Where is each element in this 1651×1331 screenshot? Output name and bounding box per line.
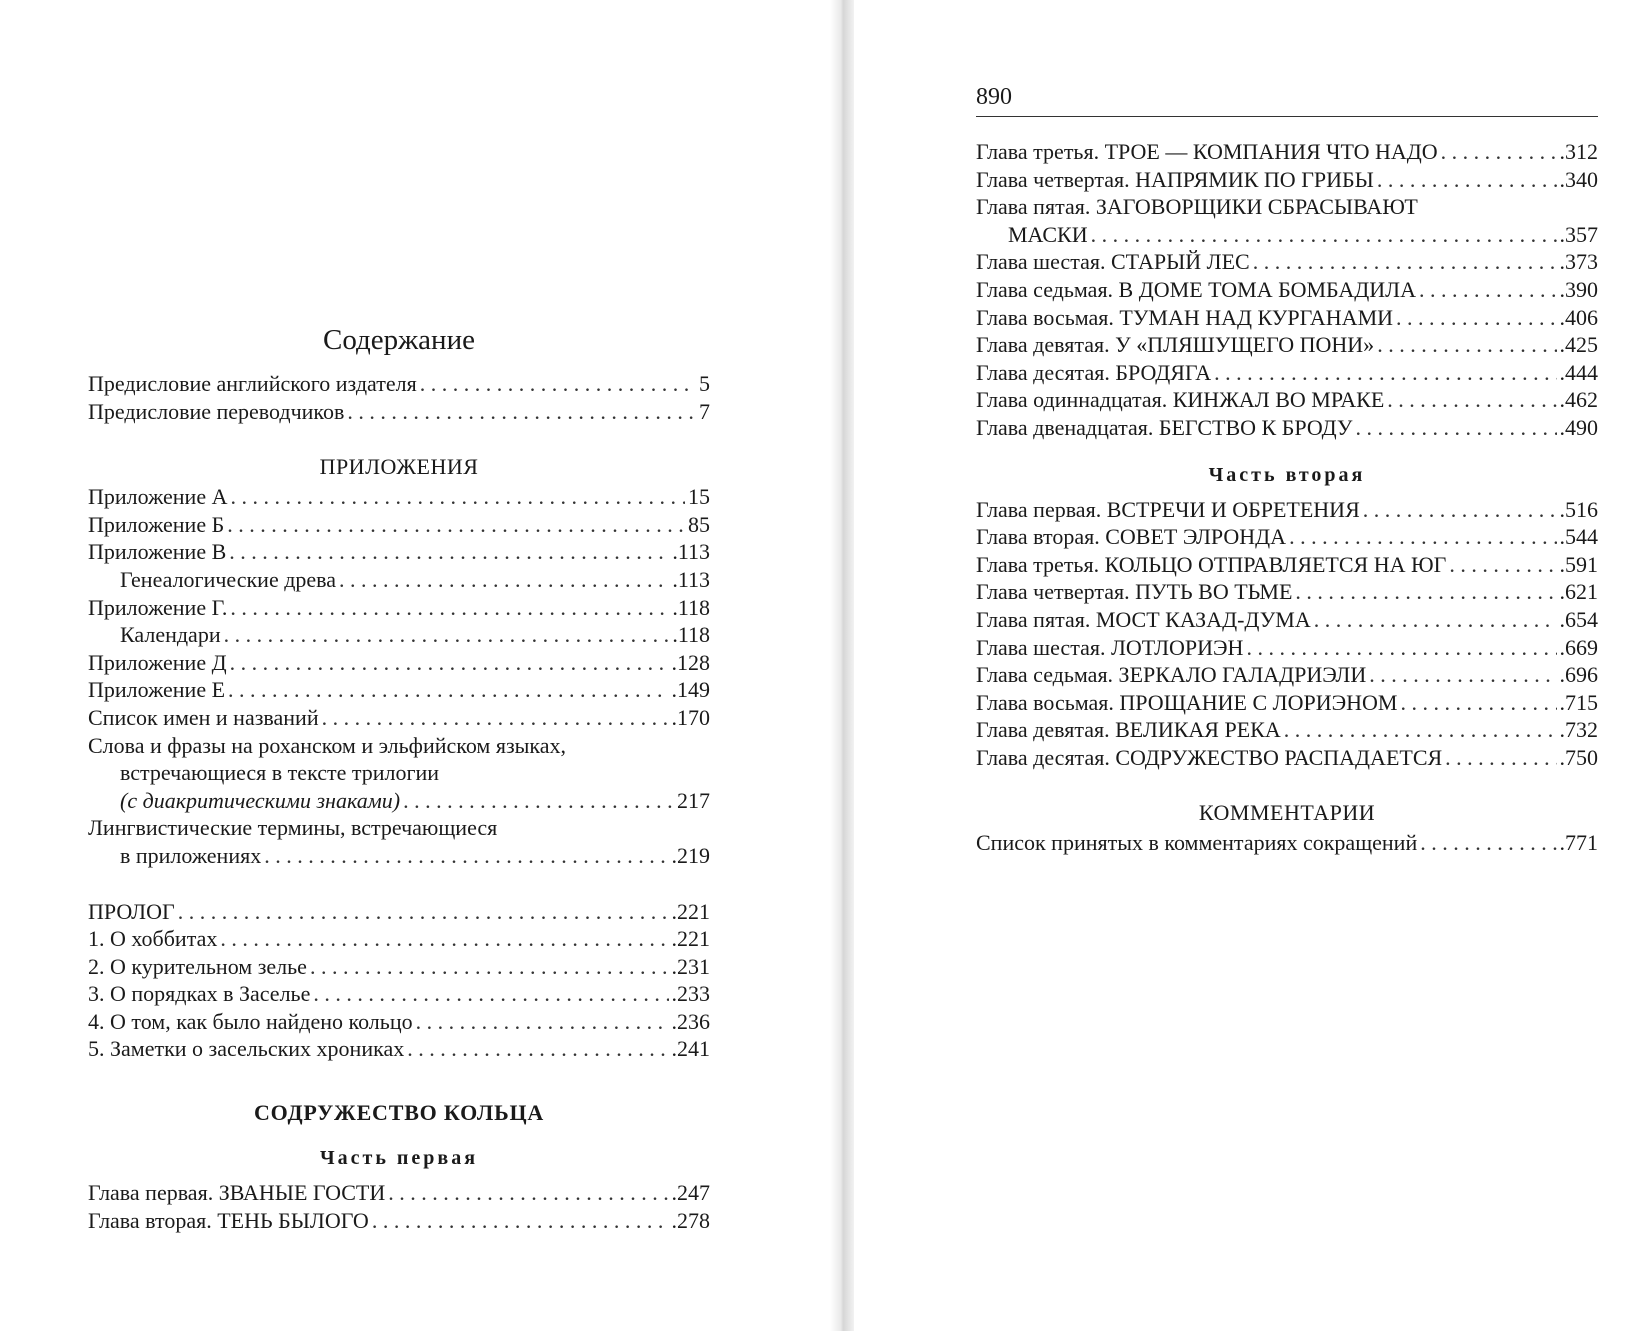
- entry-page: .247: [671, 1180, 710, 1206]
- entry-label: Глава восьмая. ПРОЩАНИЕ С ЛОРИЭНОМ: [976, 689, 1398, 715]
- entry-page: .390: [1559, 276, 1598, 302]
- dot-leader: [1441, 138, 1557, 166]
- dot-leader: [407, 1035, 668, 1063]
- entry-page: .516: [1559, 496, 1598, 522]
- entry-page: .219: [671, 842, 710, 868]
- dot-leader: [1396, 304, 1556, 332]
- entry-page: .654: [1559, 606, 1598, 632]
- toc-subentry[interactable]: [88, 566, 710, 594]
- entry-page: .118: [672, 622, 710, 648]
- entry-page: .544: [1559, 524, 1598, 550]
- dot-leader: [322, 704, 669, 732]
- entry-label: Список имен и названий: [88, 704, 319, 730]
- toc-entry[interactable]: [88, 1035, 710, 1063]
- part-title: Часть вторая: [1208, 463, 1366, 486]
- toc-entry[interactable]: [976, 496, 1598, 524]
- entry-page: .113: [672, 539, 710, 565]
- dot-leader: [1314, 606, 1557, 634]
- entry-page: 15: [688, 484, 710, 510]
- toc-entry[interactable]: [88, 511, 710, 539]
- part1-list: [88, 1179, 710, 1234]
- dot-leader: [1387, 386, 1556, 414]
- dot-leader: [228, 676, 668, 704]
- section-spacer: [88, 870, 710, 898]
- toc-entry[interactable]: [88, 649, 710, 677]
- dot-leader: [1420, 829, 1556, 857]
- dot-leader: [1369, 661, 1556, 689]
- toc-entry[interactable]: [88, 1179, 710, 1207]
- entry-label: Глава пятая. МОСТ КАЗАД-ДУМА: [976, 606, 1311, 632]
- entry-label: Глава четвертая. ПУТЬ ВО ТЬМЕ: [976, 579, 1293, 605]
- toc-entry[interactable]: [976, 414, 1598, 442]
- dot-leader: [230, 649, 669, 677]
- entry-page: .340: [1559, 166, 1598, 192]
- dot-leader: [1377, 166, 1557, 194]
- toc-entry[interactable]: [976, 578, 1598, 606]
- entry-label: Глава шестая. СТАРЫЙ ЛЕС: [976, 249, 1250, 275]
- book-title: СОДРУЖЕСТВО КОЛЬЦА: [253, 1100, 545, 1126]
- dot-leader: [1214, 359, 1556, 387]
- dot-leader: [1355, 414, 1556, 442]
- toc-entry[interactable]: [976, 359, 1598, 387]
- dot-leader: [178, 898, 669, 926]
- part-title: Часть первая: [319, 1147, 479, 1170]
- toc-entry[interactable]: [976, 386, 1598, 414]
- entry-label: 2. О курительном зелье: [88, 953, 307, 979]
- entry-label: Генеалогические древа: [120, 566, 337, 592]
- dot-leader: [229, 538, 669, 566]
- dot-leader: [1253, 248, 1557, 276]
- toc-entry[interactable]: [976, 166, 1598, 194]
- entry-label: Глава восьмая. ТУМАН НАД КУРГАНАМИ: [976, 304, 1394, 330]
- entry-label: Глава первая. ЗВАНЫЕ ГОСТИ: [88, 1180, 386, 1206]
- entry-page: .771: [1559, 830, 1598, 856]
- toc-entry[interactable]: [88, 953, 710, 981]
- part1-list-continued: [976, 138, 1598, 442]
- entry-label-line: Лингвистические термины, встречающиеся: [88, 815, 498, 841]
- entry-label: Глава девятая. ВЕЛИКАЯ РЕКА: [976, 717, 1281, 743]
- entry-label: Глава шестая. ЛОТЛОРИЭН: [976, 634, 1244, 660]
- entry-label: Глава седьмая. В ДОМЕ ТОМА БОМБАДИЛА: [976, 276, 1416, 302]
- entry-page: .621: [1559, 579, 1598, 605]
- dot-leader: [1246, 634, 1556, 662]
- page-number: 890: [976, 82, 1598, 117]
- toc-left: [88, 320, 710, 1234]
- dot-leader: [1445, 744, 1556, 772]
- entry-page: .406: [1559, 304, 1598, 330]
- dot-leader: [1289, 523, 1556, 551]
- part2-list: [976, 496, 1598, 772]
- entry-label: Приложение Е: [88, 677, 226, 703]
- dot-leader: [388, 1179, 668, 1207]
- entry-page: .231: [671, 953, 710, 979]
- dot-leader: [1377, 331, 1556, 359]
- entry-label: Глава третья. КОЛЬЦО ОТПРАВЛЯЕТСЯ НА ЮГ: [976, 551, 1447, 577]
- entry-page: 7: [699, 398, 710, 424]
- entry-label: Календари: [120, 622, 221, 648]
- dot-leader: [372, 1207, 669, 1235]
- toc-multiline-entry[interactable]: [976, 193, 1598, 248]
- dot-leader: [1284, 716, 1557, 744]
- toc-entry[interactable]: [88, 925, 710, 953]
- entry-label: 5. Заметки о засельских хрониках: [88, 1036, 405, 1062]
- entry-label: Предисловие переводчиков: [88, 398, 345, 424]
- entry-page: .715: [1559, 689, 1598, 715]
- prologue-list: [88, 898, 710, 1064]
- toc-entry[interactable]: [88, 538, 710, 566]
- entry-page: .357: [1559, 221, 1598, 247]
- entry-label: Глава третья. ТРОЕ — КОМПАНИЯ ЧТО НАДО: [976, 139, 1438, 164]
- entry-page: .462: [1559, 387, 1598, 413]
- dot-leader: [1295, 578, 1556, 606]
- entry-label: 3. О порядках в Заселье: [88, 981, 311, 1007]
- entry-last-line: [88, 787, 710, 815]
- toc-entry[interactable]: [976, 744, 1598, 772]
- entry-label: Предисловие английского издателя: [88, 371, 417, 396]
- entry-label: Приложение Г.: [88, 594, 228, 620]
- toc-entry[interactable]: [976, 689, 1598, 717]
- entry-label: МАСКИ: [1008, 221, 1088, 247]
- entry-page: .696: [1559, 662, 1598, 688]
- toc-entry[interactable]: [88, 398, 710, 426]
- toc-entry[interactable]: [88, 370, 710, 398]
- entry-page: .373: [1559, 249, 1598, 275]
- toc-entry[interactable]: [88, 704, 710, 732]
- entry-page: .490: [1559, 414, 1598, 440]
- entry-page: .591: [1559, 551, 1598, 577]
- entry-page: .425: [1559, 332, 1598, 358]
- entry-label: в приложениях: [120, 842, 262, 868]
- toc-entry[interactable]: [976, 716, 1598, 744]
- entry-page: .149: [671, 677, 710, 703]
- appendices-list: [88, 483, 710, 869]
- entry-page: .732: [1559, 717, 1598, 743]
- dot-leader: [1419, 276, 1557, 304]
- entry-label: Приложение А: [88, 484, 228, 510]
- toc-entry[interactable]: [976, 248, 1598, 276]
- entry-label: Глава первая. ВСТРЕЧИ И ОБРЕТЕНИЯ: [976, 496, 1360, 522]
- entry-label-line: Слова и фразы на роханском и эльфийском языках,: [88, 732, 567, 758]
- entry-label: Глава десятая. БРОДЯГА: [976, 359, 1212, 385]
- toc-entry[interactable]: [976, 331, 1598, 359]
- toc-title: Содержание: [323, 324, 475, 356]
- dot-leader: [1400, 689, 1556, 717]
- toc-entry[interactable]: [976, 523, 1598, 551]
- dot-leader: [420, 370, 696, 398]
- entry-page: .241: [671, 1036, 710, 1062]
- entry-label: Приложение Д: [88, 649, 227, 675]
- entry-label: (с диакритическими знаками): [120, 787, 401, 813]
- toc-multiline-entry[interactable]: [88, 732, 710, 815]
- dot-leader: [339, 566, 669, 594]
- entry-label: Глава четвертая. НАПРЯМИК ПО ГРИБЫ: [976, 166, 1374, 192]
- entry-label: ПРОЛОГ: [88, 898, 175, 924]
- entry-page: .312: [1559, 139, 1598, 164]
- dot-leader: [220, 925, 668, 953]
- dot-leader: [416, 1008, 669, 1036]
- comments-heading: КОММЕНТАРИИ: [1198, 800, 1376, 826]
- entry-label: Глава седьмая. ЗЕРКАЛО ГАЛАДРИЭЛИ: [976, 662, 1367, 688]
- dot-leader: [1091, 221, 1557, 249]
- toc-entry[interactable]: [976, 606, 1598, 634]
- entry-page: .118: [672, 594, 710, 620]
- entry-page: .750: [1559, 744, 1598, 770]
- entry-page: 85: [688, 511, 710, 537]
- entry-page: .236: [671, 1008, 710, 1034]
- entry-page: .170: [671, 704, 710, 730]
- comments-list: [976, 829, 1598, 857]
- entry-label: Глава двенадцатая. БЕГСТВО К БРОДУ: [976, 414, 1353, 440]
- toc-entry[interactable]: [976, 634, 1598, 662]
- dot-leader: [230, 594, 669, 622]
- toc-entry[interactable]: [88, 1008, 710, 1036]
- toc-entry[interactable]: [88, 483, 710, 511]
- entry-page: .128: [671, 649, 710, 675]
- toc-entry[interactable]: [976, 276, 1598, 304]
- entry-page: .233: [671, 981, 710, 1007]
- entry-label-line: встречающиеся в тексте трилогии: [120, 760, 440, 786]
- entry-page: .221: [671, 898, 710, 924]
- entry-page: .444: [1559, 359, 1598, 385]
- entry-page: .113: [672, 566, 710, 592]
- toc-entry[interactable]: [88, 594, 710, 622]
- dot-leader: [224, 621, 670, 649]
- dot-leader: [1363, 496, 1557, 524]
- entry-page: 217: [677, 787, 710, 813]
- toc-entry[interactable]: [976, 661, 1598, 689]
- entry-label: Глава одиннадцатая. КИНЖАЛ ВО МРАКЕ: [976, 387, 1385, 413]
- book-gutter: [830, 0, 854, 1331]
- entry-label: 4. О том, как было найдено кольцо: [88, 1008, 413, 1034]
- dot-leader: [313, 980, 668, 1008]
- entry-label: Глава вторая. ТЕНЬ БЫЛОГО: [88, 1207, 369, 1233]
- toc-entry[interactable]: [976, 138, 1598, 166]
- entry-page: .669: [1559, 634, 1598, 660]
- dot-leader: [347, 398, 696, 426]
- front-matter-list: [88, 370, 710, 425]
- entry-label: Приложение В: [88, 539, 227, 565]
- dot-leader: [227, 511, 685, 539]
- right-page: [854, 0, 1651, 1331]
- toc-entry[interactable]: [88, 1207, 710, 1235]
- entry-label: Список принятых в комментариях сокращений: [976, 830, 1418, 856]
- entry-last-line: [976, 221, 1598, 249]
- dot-leader: [230, 483, 685, 511]
- toc-entry[interactable]: [976, 829, 1598, 857]
- entry-page: 5: [699, 371, 710, 396]
- entry-last-line: [88, 842, 710, 870]
- dot-leader: [1449, 551, 1556, 579]
- dot-leader: [264, 842, 668, 870]
- entry-page: .278: [671, 1207, 710, 1233]
- toc-entry[interactable]: [976, 304, 1598, 332]
- toc-entry[interactable]: [976, 551, 1598, 579]
- toc-entry[interactable]: [88, 676, 710, 704]
- dot-leader: [310, 953, 669, 981]
- entry-label: Глава десятая. СОДРУЖЕСТВО РАСПАДАЕТСЯ: [976, 744, 1443, 770]
- toc-entry[interactable]: [88, 980, 710, 1008]
- entry-label: Глава девятая. У «ПЛЯШУЩЕГО ПОНИ»: [976, 332, 1375, 358]
- toc-entry[interactable]: [88, 898, 710, 926]
- toc-right: [976, 138, 1598, 857]
- entry-label: 1. О хоббитах: [88, 926, 218, 952]
- toc-multiline-entry[interactable]: [88, 814, 710, 869]
- entry-page: .221: [671, 926, 710, 952]
- appendices-heading: ПРИЛОЖЕНИЯ: [319, 454, 479, 480]
- dot-leader: [403, 787, 674, 815]
- entry-label-line: Глава пятая. ЗАГОВОРЩИКИ СБРАСЫВАЮТ: [976, 194, 1418, 220]
- entry-label: Глава вторая. СОВЕТ ЭЛРОНДА: [976, 524, 1287, 550]
- entry-label: Приложение Б: [88, 511, 225, 537]
- toc-subentry[interactable]: [88, 621, 710, 649]
